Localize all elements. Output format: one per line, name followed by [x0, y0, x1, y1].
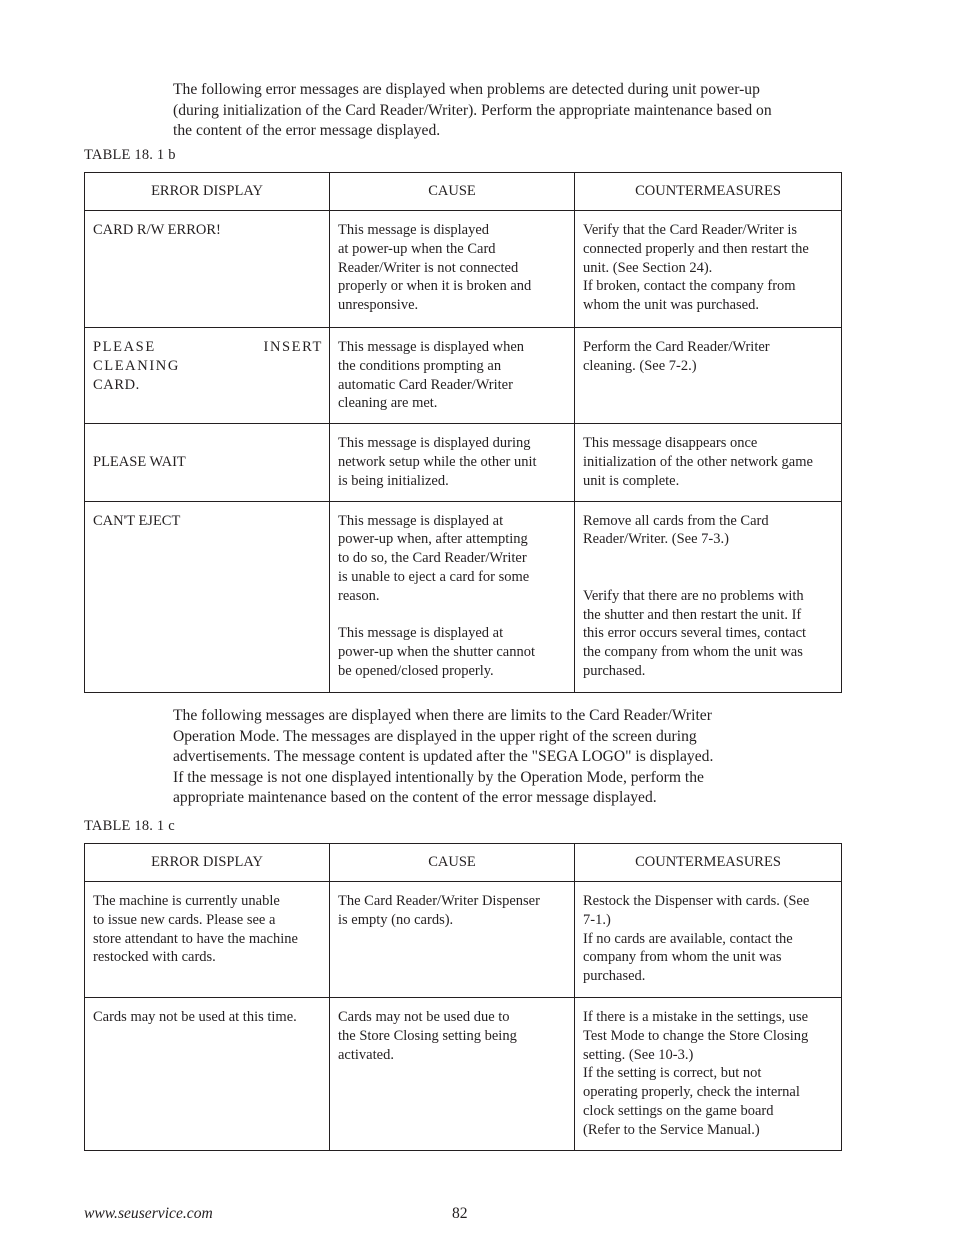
cell-text: If the setting is correct, but not	[583, 1065, 762, 1082]
cell-text: If there is a mistake in the settings, use	[583, 1009, 809, 1025]
error-display-cell	[85, 424, 330, 501]
cell-text: CARD.	[93, 376, 140, 393]
cell-text: This message is displayed at	[338, 512, 504, 529]
cell-text: If broken, contact the company from	[583, 278, 796, 295]
cell-text: CARD R/W ERROR!	[93, 222, 221, 238]
countermeasures-cell	[575, 328, 842, 424]
header-countermeasures: COUNTERMEASURES	[575, 844, 842, 882]
header-countermeasures: COUNTERMEASURES	[575, 173, 842, 211]
cell-text: the Store Closing setting being	[338, 1027, 517, 1044]
cell-text: network setup while the other unit	[338, 453, 537, 470]
cell-text: power-up when, after attempting	[338, 531, 528, 548]
table-c-caption: TABLE 18. 1 c	[84, 818, 175, 834]
cell-text: cleaning are met.	[338, 395, 438, 412]
cell-text: this error occurs several times, contact	[583, 625, 807, 642]
cell-text: the shutter and then restart the unit. If	[583, 606, 802, 623]
cell-text: operating properly, check the internal	[583, 1084, 800, 1101]
cell-text: Reader/Writer. (See 7-3.)	[583, 531, 729, 548]
table-row	[85, 882, 842, 998]
cell-text: the company from whom the unit was	[583, 644, 803, 661]
intro-paragraph-c	[173, 706, 845, 809]
intro-b-line: the content of the error message displayed.	[173, 122, 441, 139]
intro-c-line: If the message is not one displayed intentionally by the Operation Mode, perform the	[173, 768, 704, 786]
cell-text: purchased.	[583, 662, 646, 679]
blank-line	[583, 568, 835, 587]
header-error-display: ERROR DISPLAY	[85, 844, 330, 882]
cell-text: unit is complete.	[583, 472, 680, 489]
cell-text: This message is displayed at	[338, 625, 504, 642]
cause-cell	[330, 328, 575, 424]
footer-website-url: www.seuservice.com	[84, 1205, 213, 1222]
table-header-row	[85, 844, 842, 882]
countermeasures-cell	[575, 998, 842, 1151]
cell-text: is being initialized.	[338, 472, 449, 489]
cell-text: Remove all cards from the Card	[583, 512, 769, 529]
error-display-cell	[85, 328, 330, 424]
cell-text: unit. (See Section 24).	[583, 259, 713, 276]
countermeasures-cell	[575, 424, 842, 501]
table-row	[85, 424, 842, 501]
page-number: 82	[452, 1205, 468, 1222]
cell-text: restocked with cards.	[93, 949, 216, 966]
header-cause: CAUSE	[330, 173, 575, 211]
cell-text: to issue new cards. Please see a	[93, 911, 276, 928]
table-row	[85, 501, 842, 692]
intro-c-line: The following messages are displayed when there are limits to the Card Reader/Writer	[173, 707, 712, 724]
intro-b-line: The following error messages are displayed when problems are detected during unit power-up	[173, 81, 760, 98]
error-display-cell	[85, 211, 330, 328]
cell-text: Perform the Card Reader/Writer	[583, 339, 770, 355]
table-row	[85, 211, 842, 328]
cell-text: connected properly and then restart the	[583, 240, 809, 257]
cell-text: store attendant to have the machine	[93, 930, 298, 947]
error-display-cell	[85, 998, 330, 1151]
cell-text: Cards may not be used at this time.	[93, 1009, 297, 1025]
cell-text: This message disappears once	[583, 435, 758, 452]
header-cause: CAUSE	[330, 844, 575, 882]
cause-cell	[330, 882, 575, 998]
table-header-row	[85, 173, 842, 211]
cause-cell	[330, 211, 575, 328]
cell-text: activated.	[338, 1046, 394, 1063]
countermeasures-cell	[575, 501, 842, 692]
error-table-b	[84, 172, 842, 693]
cell-text: whom the unit was purchased.	[583, 297, 759, 314]
cell-text: at power-up when the Card	[338, 240, 496, 257]
error-display-cell	[85, 501, 330, 692]
blank-line	[338, 606, 568, 625]
cause-cell	[330, 501, 575, 692]
cell-text: CAN'T EJECT	[93, 512, 181, 529]
table-row	[85, 998, 842, 1151]
cell-text: The machine is currently unable	[93, 893, 280, 909]
cell-text: properly or when it is broken and	[338, 278, 532, 295]
cell-text: be opened/closed properly.	[338, 662, 494, 679]
cell-text: PLEASE INSERT CLEANING	[93, 339, 323, 374]
cell-text: The Card Reader/Writer Dispenser	[338, 893, 540, 909]
intro-c-line: advertisements. The message content is updated after the "SEGA LOGO" is displayed.	[173, 748, 714, 765]
cell-text: to do so, the Card Reader/Writer	[338, 550, 527, 567]
cell-text: 7-1.)	[583, 911, 611, 928]
intro-b-line: (during initialization of the Card Reader/Writer). Perform the appropriate maintenance based on	[173, 101, 772, 119]
error-display-cell	[85, 882, 330, 998]
cell-text: is empty (no cards).	[338, 911, 454, 928]
cell-text: Verify that there are no problems with	[583, 587, 804, 604]
cell-text: reason.	[338, 587, 380, 604]
cell-text: company from whom the unit was	[583, 949, 782, 966]
cell-text: the conditions prompting an	[338, 357, 502, 374]
intro-c-line: appropriate maintenance based on the content of the error message displayed.	[173, 789, 657, 806]
cell-text: This message is displayed when	[338, 339, 525, 355]
countermeasures-cell	[575, 211, 842, 328]
cause-cell	[330, 998, 575, 1151]
cell-text: initialization of the other network game	[583, 453, 813, 470]
cell-text: power-up when the shutter cannot	[338, 644, 536, 661]
cell-text: purchased.	[583, 968, 646, 985]
cell-text: is unable to eject a card for some	[338, 568, 530, 585]
cell-text: (Refer to the Service Manual.)	[583, 1121, 760, 1138]
cell-text: unresponsive.	[338, 297, 419, 314]
cell-text: This message is displayed during	[338, 435, 531, 452]
cell-text: PLEASE WAIT	[93, 453, 186, 470]
header-error-display: ERROR DISPLAY	[85, 173, 330, 211]
table-row	[85, 328, 842, 424]
cell-text: Verify that the Card Reader/Writer is	[583, 222, 798, 238]
cell-text: Reader/Writer is not connected	[338, 259, 519, 276]
cell-text: Restock the Dispenser with cards. (See	[583, 893, 810, 909]
table-b-caption: TABLE 18. 1 b	[84, 147, 176, 163]
cell-text: cleaning. (See 7-2.)	[583, 357, 697, 374]
cell-text: This message is displayed	[338, 222, 490, 238]
cell-text: automatic Card Reader/Writer	[338, 376, 513, 393]
cell-text: Test Mode to change the Store Closing	[583, 1027, 809, 1044]
blank-line	[583, 549, 835, 568]
cell-text: If no cards are available, contact the	[583, 930, 793, 947]
intro-paragraph-b	[173, 80, 845, 142]
cell-text: Cards may not be used due to	[338, 1009, 510, 1025]
countermeasures-cell	[575, 882, 842, 998]
cause-cell	[330, 424, 575, 501]
cell-text: setting. (See 10-3.)	[583, 1046, 694, 1063]
error-table-c	[84, 843, 842, 1151]
cell-text: clock settings on the game board	[583, 1102, 774, 1119]
intro-c-line: Operation Mode. The messages are displayed in the upper right of the screen during	[173, 727, 697, 745]
